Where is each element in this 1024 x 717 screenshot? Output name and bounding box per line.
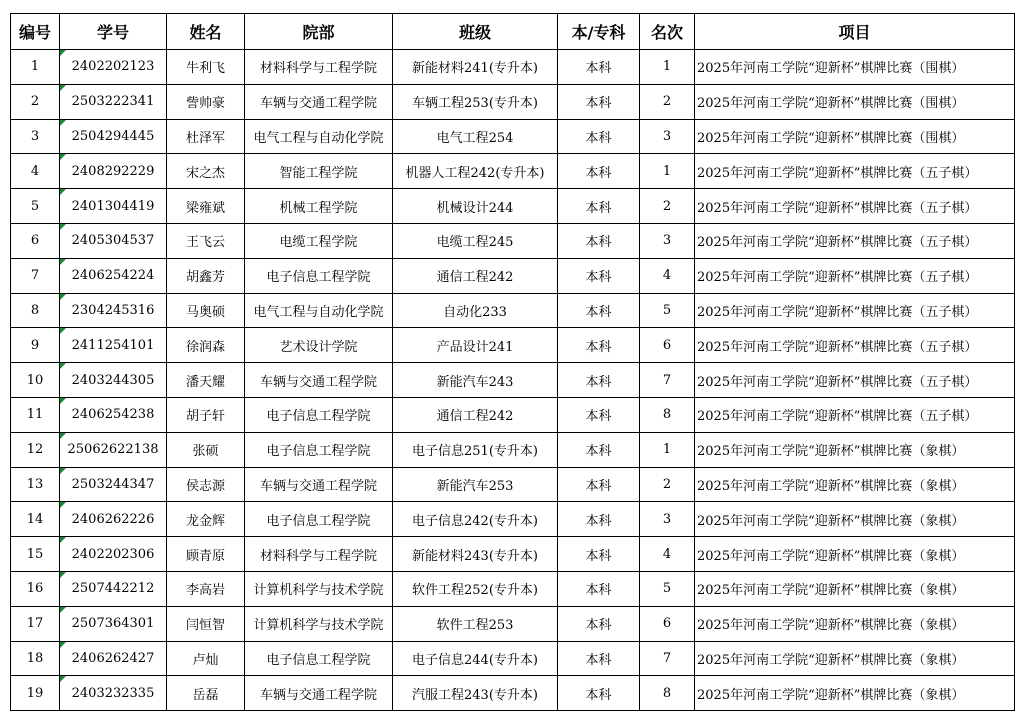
cell-level: 本科 — [558, 397, 640, 432]
table-row — [11, 328, 1015, 363]
cell-student-id: 2507364301 — [60, 606, 167, 641]
cell-college: 电气工程与自动化学院 — [245, 293, 393, 328]
cell-no: 11 — [11, 397, 60, 432]
cell-no: 5 — [11, 189, 60, 224]
cell-project: 2025年河南工学院“迎新杯”棋牌比赛（五子棋） — [695, 223, 1015, 258]
cell-no: 8 — [11, 293, 60, 328]
cell-level: 本科 — [558, 189, 640, 224]
cell-student-id: 2408292229 — [60, 154, 167, 189]
table-row — [11, 258, 1015, 293]
cell-level: 本科 — [558, 641, 640, 676]
table-row — [11, 641, 1015, 676]
cell-college: 车辆与交通工程学院 — [245, 363, 393, 398]
results-table — [10, 13, 1015, 711]
cell-project: 2025年河南工学院“迎新杯”棋牌比赛（围棋） — [695, 84, 1015, 119]
cell-no: 14 — [11, 502, 60, 537]
cell-student-id: 2406254224 — [60, 258, 167, 293]
cell-name: 胡鑫芳 — [167, 258, 245, 293]
header-name: 姓名 — [167, 14, 245, 50]
cell-name: 龙金辉 — [167, 502, 245, 537]
cell-name: 杜泽军 — [167, 119, 245, 154]
cell-name: 闫恒智 — [167, 606, 245, 641]
cell-class: 电子信息251(专升本) — [393, 432, 558, 467]
cell-rank: 4 — [640, 258, 695, 293]
cell-project: 2025年河南工学院“迎新杯”棋牌比赛（围棋） — [695, 119, 1015, 154]
cell-rank: 7 — [640, 363, 695, 398]
cell-class: 机器人工程242(专升本) — [393, 154, 558, 189]
cell-no: 13 — [11, 467, 60, 502]
cell-college: 电缆工程学院 — [245, 223, 393, 258]
cell-level: 本科 — [558, 537, 640, 572]
cell-name: 张硕 — [167, 432, 245, 467]
header-no: 编号 — [11, 14, 60, 50]
cell-rank: 7 — [640, 641, 695, 676]
cell-college: 材料科学与工程学院 — [245, 50, 393, 85]
cell-college: 电子信息工程学院 — [245, 641, 393, 676]
cell-name: 马奥硕 — [167, 293, 245, 328]
cell-project: 2025年河南工学院“迎新杯”棋牌比赛（象棋） — [695, 432, 1015, 467]
cell-class: 软件工程253 — [393, 606, 558, 641]
cell-rank: 1 — [640, 432, 695, 467]
cell-name: 胡子轩 — [167, 397, 245, 432]
cell-level: 本科 — [558, 676, 640, 711]
cell-project: 2025年河南工学院“迎新杯”棋牌比赛（围棋） — [695, 50, 1015, 85]
cell-student-id: 2402202123 — [60, 50, 167, 85]
cell-rank: 8 — [640, 676, 695, 711]
table-row — [11, 571, 1015, 606]
cell-name: 牛利飞 — [167, 50, 245, 85]
cell-no: 12 — [11, 432, 60, 467]
cell-class: 软件工程252(专升本) — [393, 571, 558, 606]
table-row — [11, 397, 1015, 432]
cell-college: 机械工程学院 — [245, 189, 393, 224]
table-row — [11, 84, 1015, 119]
cell-class: 车辆工程253(专升本) — [393, 84, 558, 119]
table-body — [11, 50, 1015, 711]
cell-student-id: 2405304537 — [60, 223, 167, 258]
cell-name: 訾帅豪 — [167, 84, 245, 119]
cell-project: 2025年河南工学院“迎新杯”棋牌比赛（象棋） — [695, 571, 1015, 606]
cell-no: 1 — [11, 50, 60, 85]
cell-class: 产品设计241 — [393, 328, 558, 363]
cell-level: 本科 — [558, 328, 640, 363]
cell-project: 2025年河南工学院“迎新杯”棋牌比赛（象棋） — [695, 676, 1015, 711]
cell-no: 6 — [11, 223, 60, 258]
cell-project: 2025年河南工学院“迎新杯”棋牌比赛（五子棋） — [695, 258, 1015, 293]
table-row — [11, 119, 1015, 154]
cell-no: 15 — [11, 537, 60, 572]
cell-no: 18 — [11, 641, 60, 676]
cell-project: 2025年河南工学院“迎新杯”棋牌比赛（五子棋） — [695, 397, 1015, 432]
cell-class: 电子信息242(专升本) — [393, 502, 558, 537]
cell-student-id: 2304245316 — [60, 293, 167, 328]
cell-rank: 1 — [640, 50, 695, 85]
cell-rank: 3 — [640, 502, 695, 537]
cell-level: 本科 — [558, 606, 640, 641]
cell-rank: 3 — [640, 119, 695, 154]
cell-name: 王飞云 — [167, 223, 245, 258]
cell-college: 电气工程与自动化学院 — [245, 119, 393, 154]
header-college: 院部 — [245, 14, 393, 50]
cell-level: 本科 — [558, 432, 640, 467]
cell-college: 计算机科学与技术学院 — [245, 571, 393, 606]
cell-no: 19 — [11, 676, 60, 711]
cell-level: 本科 — [558, 502, 640, 537]
cell-name: 李高岩 — [167, 571, 245, 606]
cell-class: 新能材料241(专升本) — [393, 50, 558, 85]
cell-level: 本科 — [558, 223, 640, 258]
cell-project: 2025年河南工学院“迎新杯”棋牌比赛（五子棋） — [695, 363, 1015, 398]
cell-class: 新能汽车253 — [393, 467, 558, 502]
cell-rank: 6 — [640, 606, 695, 641]
cell-rank: 3 — [640, 223, 695, 258]
cell-rank: 4 — [640, 537, 695, 572]
cell-rank: 5 — [640, 571, 695, 606]
cell-class: 电子信息244(专升本) — [393, 641, 558, 676]
cell-no: 17 — [11, 606, 60, 641]
cell-name: 卢灿 — [167, 641, 245, 676]
cell-class: 新能汽车243 — [393, 363, 558, 398]
cell-college: 电子信息工程学院 — [245, 502, 393, 537]
cell-rank: 6 — [640, 328, 695, 363]
cell-rank: 2 — [640, 467, 695, 502]
cell-level: 本科 — [558, 571, 640, 606]
cell-no: 9 — [11, 328, 60, 363]
cell-class: 电缆工程245 — [393, 223, 558, 258]
cell-student-id: 2504294445 — [60, 119, 167, 154]
table-row — [11, 467, 1015, 502]
table-row — [11, 502, 1015, 537]
cell-project: 2025年河南工学院“迎新杯”棋牌比赛（象棋） — [695, 537, 1015, 572]
cell-college: 计算机科学与技术学院 — [245, 606, 393, 641]
table-row — [11, 50, 1015, 85]
cell-name: 潘天耀 — [167, 363, 245, 398]
cell-student-id: 2401304419 — [60, 189, 167, 224]
cell-class: 电气工程254 — [393, 119, 558, 154]
cell-no: 16 — [11, 571, 60, 606]
cell-project: 2025年河南工学院“迎新杯”棋牌比赛（象棋） — [695, 606, 1015, 641]
cell-no: 10 — [11, 363, 60, 398]
cell-name: 顾青原 — [167, 537, 245, 572]
cell-college: 材料科学与工程学院 — [245, 537, 393, 572]
cell-rank: 1 — [640, 154, 695, 189]
cell-class: 汽服工程243(专升本) — [393, 676, 558, 711]
cell-name: 徐润森 — [167, 328, 245, 363]
cell-class: 新能材料243(专升本) — [393, 537, 558, 572]
cell-no: 4 — [11, 154, 60, 189]
cell-name: 岳磊 — [167, 676, 245, 711]
cell-project: 2025年河南工学院“迎新杯”棋牌比赛（五子棋） — [695, 328, 1015, 363]
cell-project: 2025年河南工学院“迎新杯”棋牌比赛（象棋） — [695, 641, 1015, 676]
cell-project: 2025年河南工学院“迎新杯”棋牌比赛（象棋） — [695, 502, 1015, 537]
cell-level: 本科 — [558, 258, 640, 293]
table-row — [11, 537, 1015, 572]
cell-no: 3 — [11, 119, 60, 154]
cell-student-id: 2406262226 — [60, 502, 167, 537]
cell-level: 本科 — [558, 467, 640, 502]
cell-level: 本科 — [558, 84, 640, 119]
cell-rank: 2 — [640, 189, 695, 224]
cell-student-id: 2503222341 — [60, 84, 167, 119]
cell-level: 本科 — [558, 293, 640, 328]
table-row — [11, 223, 1015, 258]
cell-project: 2025年河南工学院“迎新杯”棋牌比赛（象棋） — [695, 467, 1015, 502]
cell-college: 智能工程学院 — [245, 154, 393, 189]
cell-student-id: 2403244305 — [60, 363, 167, 398]
cell-no: 2 — [11, 84, 60, 119]
cell-level: 本科 — [558, 363, 640, 398]
table-row — [11, 432, 1015, 467]
header-project: 项目 — [695, 14, 1015, 50]
cell-student-id: 2403232335 — [60, 676, 167, 711]
header-rank: 名次 — [640, 14, 695, 50]
cell-name: 侯志源 — [167, 467, 245, 502]
header-level: 本/专科 — [558, 14, 640, 50]
cell-project: 2025年河南工学院“迎新杯”棋牌比赛（五子棋） — [695, 293, 1015, 328]
cell-name: 梁雍斌 — [167, 189, 245, 224]
cell-level: 本科 — [558, 50, 640, 85]
table-row — [11, 293, 1015, 328]
cell-class: 自动化233 — [393, 293, 558, 328]
cell-project: 2025年河南工学院“迎新杯”棋牌比赛（五子棋） — [695, 189, 1015, 224]
cell-student-id: 2406254238 — [60, 397, 167, 432]
cell-student-id: 25062622138 — [60, 432, 167, 467]
cell-student-id: 2402202306 — [60, 537, 167, 572]
cell-rank: 8 — [640, 397, 695, 432]
cell-rank: 2 — [640, 84, 695, 119]
cell-student-id: 2406262427 — [60, 641, 167, 676]
cell-project: 2025年河南工学院“迎新杯”棋牌比赛（五子棋） — [695, 154, 1015, 189]
header-student-id: 学号 — [60, 14, 167, 50]
cell-level: 本科 — [558, 154, 640, 189]
cell-name: 宋之杰 — [167, 154, 245, 189]
cell-college: 车辆与交通工程学院 — [245, 84, 393, 119]
cell-college: 车辆与交通工程学院 — [245, 676, 393, 711]
cell-student-id: 2411254101 — [60, 328, 167, 363]
cell-student-id: 2503244347 — [60, 467, 167, 502]
header-row — [11, 14, 1015, 50]
header-class: 班级 — [393, 14, 558, 50]
cell-class: 机械设计244 — [393, 189, 558, 224]
table-row — [11, 189, 1015, 224]
cell-college: 电子信息工程学院 — [245, 258, 393, 293]
cell-class: 通信工程242 — [393, 397, 558, 432]
cell-college: 电子信息工程学院 — [245, 432, 393, 467]
cell-college: 车辆与交通工程学院 — [245, 467, 393, 502]
cell-rank: 5 — [640, 293, 695, 328]
cell-class: 通信工程242 — [393, 258, 558, 293]
cell-college: 艺术设计学院 — [245, 328, 393, 363]
table-row — [11, 606, 1015, 641]
cell-level: 本科 — [558, 119, 640, 154]
cell-college: 电子信息工程学院 — [245, 397, 393, 432]
results-sheet — [10, 13, 1015, 711]
cell-student-id: 2507442212 — [60, 571, 167, 606]
table-row — [11, 363, 1015, 398]
table-row — [11, 676, 1015, 711]
table-row — [11, 154, 1015, 189]
cell-no: 7 — [11, 258, 60, 293]
